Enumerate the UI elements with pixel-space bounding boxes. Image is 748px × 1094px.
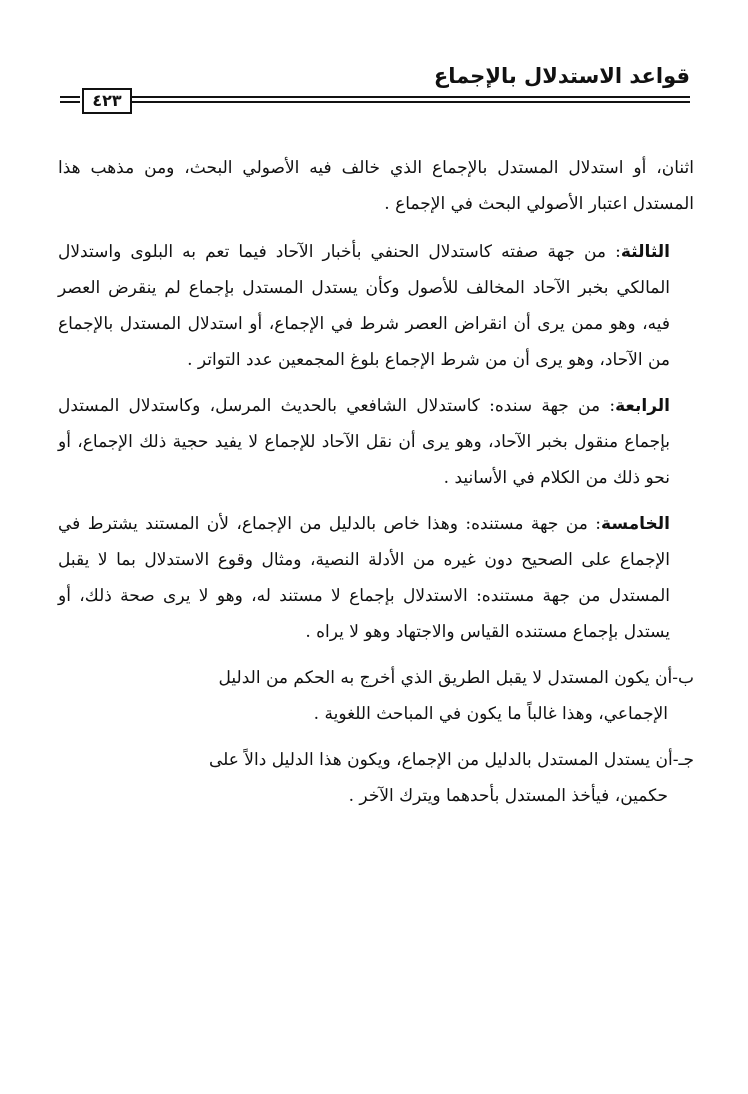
header-rule-left-bottom: [60, 101, 80, 103]
paragraph-fourth: [58, 388, 694, 496]
page-header: [60, 64, 690, 114]
list-item-j: [58, 742, 694, 814]
paragraph-lead: الثالثة: [620, 242, 670, 262]
running-title: قواعد الاستدلال بالإجماع: [433, 64, 690, 88]
header-rule-left-top: [60, 96, 80, 98]
header-rule-bottom: [130, 101, 690, 103]
paragraph-text: : من جهة مستنده: وهذا خاص بالدليل من الإجماع، لأن المستند يشترط في الإجماع على الصحيح دون غيره من الأدلة النصية، ومثال وقوع الاستدلال بما لا يقبل المستدل من جهة مستنده: الاستدلال بإجماع لا مستند له، وهو لا يرى صحة ذلك، أو يستدل بإجماع مستنده القياس والاجتهاد وهو لا يراه .: [58, 514, 670, 642]
paragraph-text: اثنان، أو استدلال المستدل بالإجماع الذي خالف فيه الأصولي البحث، ومن مذهب هذا المستدل اعتبار الأصولي البحث في الإجماع .: [58, 158, 694, 214]
paragraph-lead: الخامسة: [601, 514, 670, 534]
paragraph-text: : من جهة صفته كاستدلال الحنفي بأخبار الآحاد فيما تعم به البلوى واستدلال المالكي بخبر الآحاد المخالف للأصول وكأن يستدل المستدل بإجماع لم ينقرض العصر فيه، وهو ممن يرى أن انقراض العصر شرط في الإجماع، أو استدلال المستدل بالإجماع من الآحاد، وهو يرى أن من شرط الإجماع بلوغ المجمعين عدد التواتر .: [58, 242, 670, 370]
page-body: [58, 150, 694, 824]
page-number: ٤٢٣: [82, 88, 132, 114]
item-text-continuation: الإجماعي، وهذا غالباً ما يكون في المباحث اللغوية .: [313, 704, 668, 724]
paragraph-text: : من جهة سنده: كاستدلال الشافعي بالحديث المرسل، وكاستدلال المستدل بإجماع منقول بخبر الآحاد، وهو يرى أن نقل الآحاد للإجماع لا يفيد حجية ذلك الإجماع، أو نحو ذلك من الكلام في الأسانيد .: [58, 396, 670, 488]
paragraph-third: [58, 234, 694, 378]
header-rule-top: [130, 96, 690, 98]
item-marker: ب-: [672, 668, 694, 688]
list-item-b: [58, 660, 694, 732]
item-text: أن يكون المستدل لا يقبل الطريق الذي أخرج به الحكم من الدليل: [218, 668, 673, 688]
paragraph-continuation: [58, 150, 694, 222]
item-text-continuation: حكمين، فيأخذ المستدل بأحدهما ويترك الآخر .: [348, 786, 668, 806]
item-marker: جـ-: [672, 750, 694, 770]
paragraph-lead: الرابعة: [615, 396, 670, 416]
item-text: أن يستدل المستدل بالدليل من الإجماع، ويكون هذا الدليل دالاً على: [208, 750, 673, 770]
paragraph-fifth: [58, 506, 694, 650]
